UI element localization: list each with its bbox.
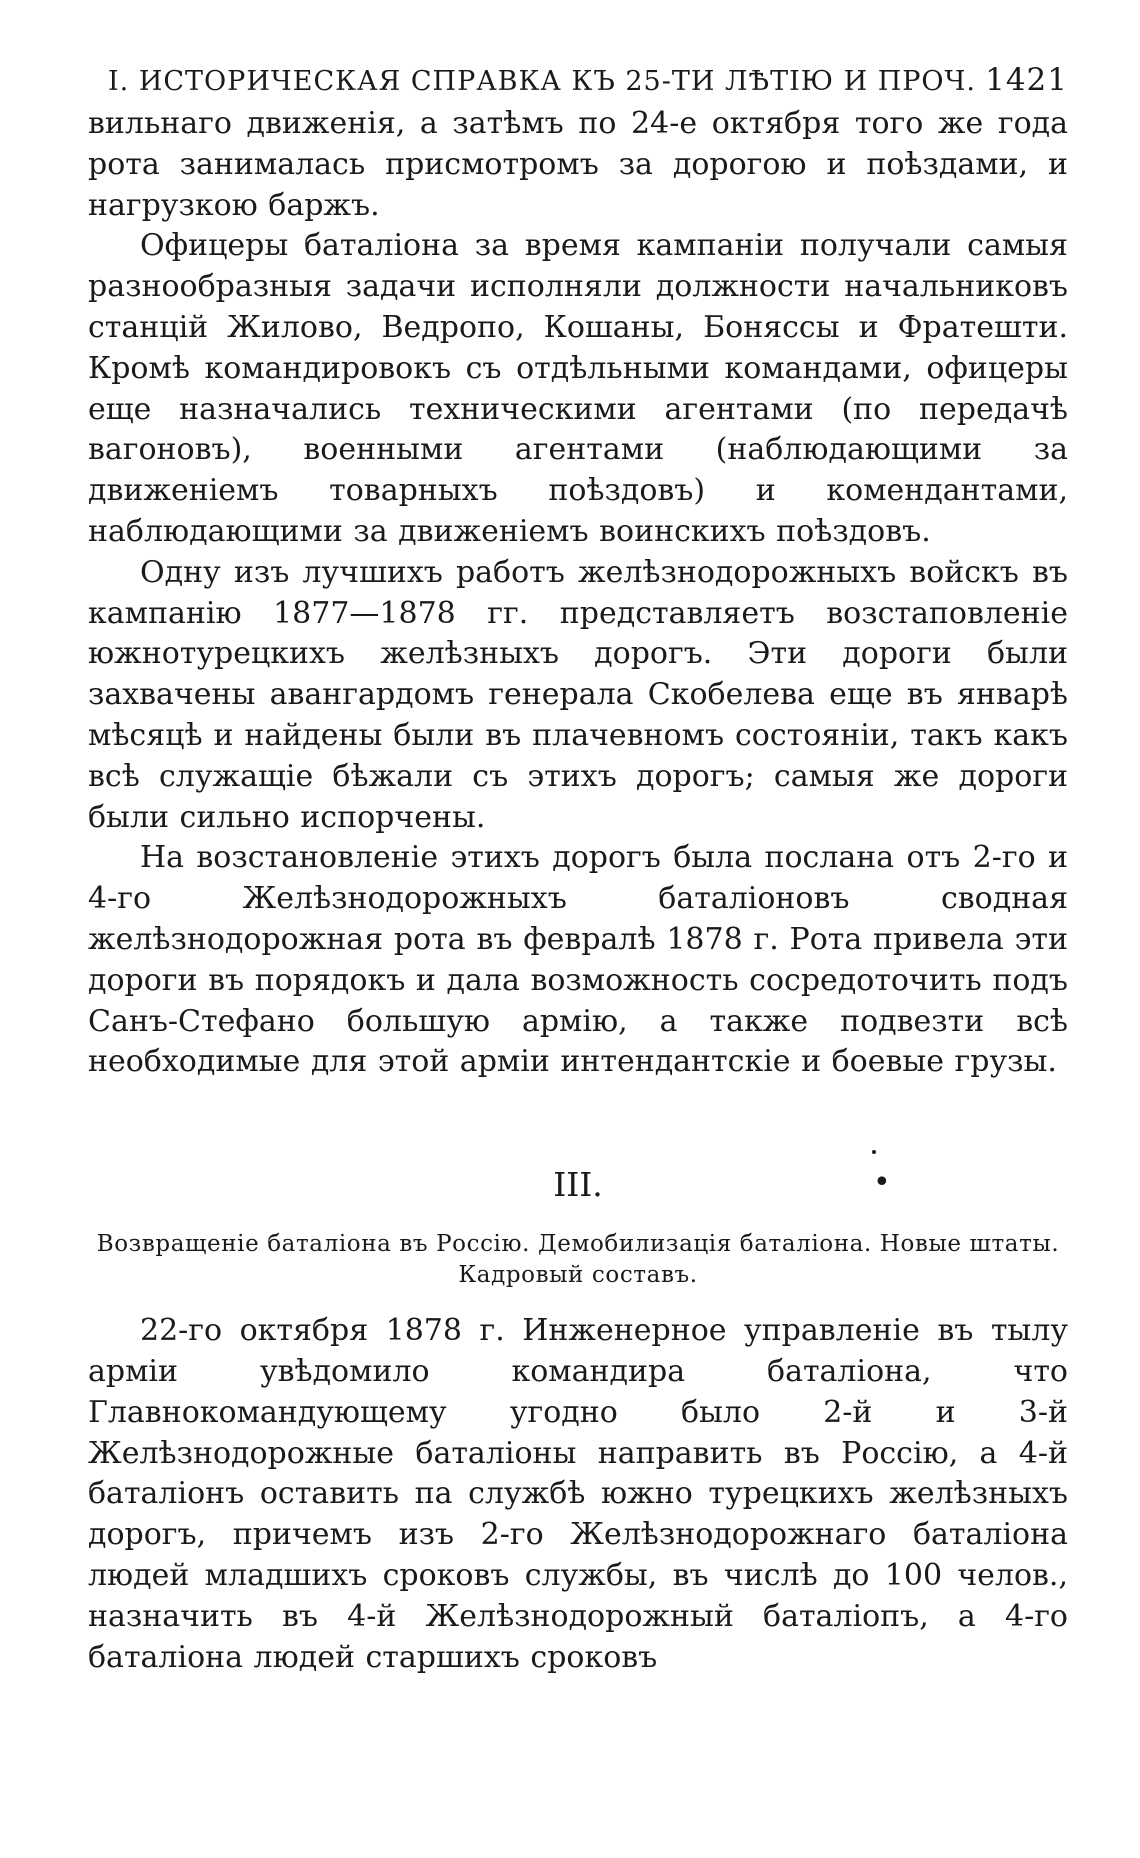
running-header: [88, 52, 1068, 104]
section-number-label: III.: [553, 1165, 603, 1205]
document-page: [88, 52, 1068, 1678]
page-number: 1421: [985, 62, 1068, 98]
body-text-top: [88, 104, 1068, 1083]
body-text-bottom: [88, 1311, 1068, 1678]
spacer: [88, 1291, 1068, 1311]
section-heading: Возвращеніе баталіона въ Россію. Демобилизація баталіона. Новые штаты. Кадровый составъ.: [96, 1231, 1060, 1289]
paragraph: вильнаго движенія, а затѣмъ по 24-е октября того же года рота занималась присмотромъ за дорогою и поѣздами, и нагрузкою баржъ.: [88, 106, 1068, 223]
section-number: [88, 1165, 1068, 1213]
section-mark: •: [873, 1165, 891, 1201]
paragraph: Офицеры баталіона за время кампаніи получали самыя разнообразныя задачи исполняли должности начальниковъ станцій Жилово, Ведропо, Кошаны, Боняссы и Фратешти. Кромѣ командировокъ съ отдѣльными командами, офицеры еще назначались техническими агентами (по передачѣ вагоновъ), военными агентами (наблюдающими за движеніемъ товарныхъ поѣздовъ) и комендантами, наблюдающими за движеніемъ воинскихъ поѣздовъ.: [88, 228, 1068, 549]
running-title: I. ИСТОРИЧЕСКАЯ СПРАВКА КЪ 25-ТИ ЛѢТІЮ И ПРОЧ.: [108, 66, 976, 97]
paragraph: Одну изъ лучшихъ работъ желѣзнодорожныхъ войскъ въ кампанію 1877—1878 гг. представляетъ возстаповленіе южнотурецкихъ желѣзныхъ дорогъ. Эти дороги были захвачены авангардомъ генерала Скобелева еще въ январѣ мѣсяцѣ и найдены были въ плачевномъ состояніи, такъ какъ всѣ служащіе бѣжали съ этихъ дорогъ; самыя же дороги были сильно испорчены.: [88, 554, 1068, 835]
paragraph: На возстановленіе этихъ дорогъ была послана отъ 2-го и 4-го Желѣзнодорожныхъ баталіоновъ сводная желѣзнодорожная рота въ февралѣ 1878 г. Рота привела эти дороги въ порядокъ и дала возможность сосредоточить подъ Санъ-Стефано большую армію, а также подвезти всѣ необходимые для этой арміи интендантскіе и боевые грузы.: [88, 840, 1068, 1080]
paragraph: 22-го октября 1878 г. Инженерное управленіе въ тылу арміи увѣдомило командира баталіона, что Главнокомандующему угодно было 2-й и 3-й Желѣзнодорожные баталіоны направить въ Россію, а 4-й баталіонъ оставить па службѣ южно турецкихъ желѣзныхъ дорогъ, причемъ изъ 2-го Желѣзнодорожнаго баталіона людей младшихъ сроковъ службы, въ числѣ до 100 челов., назначить въ 4-й Желѣзнодорожный баталіопъ, а 4-го баталіона людей старшихъ сроковъ: [88, 1313, 1068, 1675]
print-speck: [872, 1150, 876, 1154]
